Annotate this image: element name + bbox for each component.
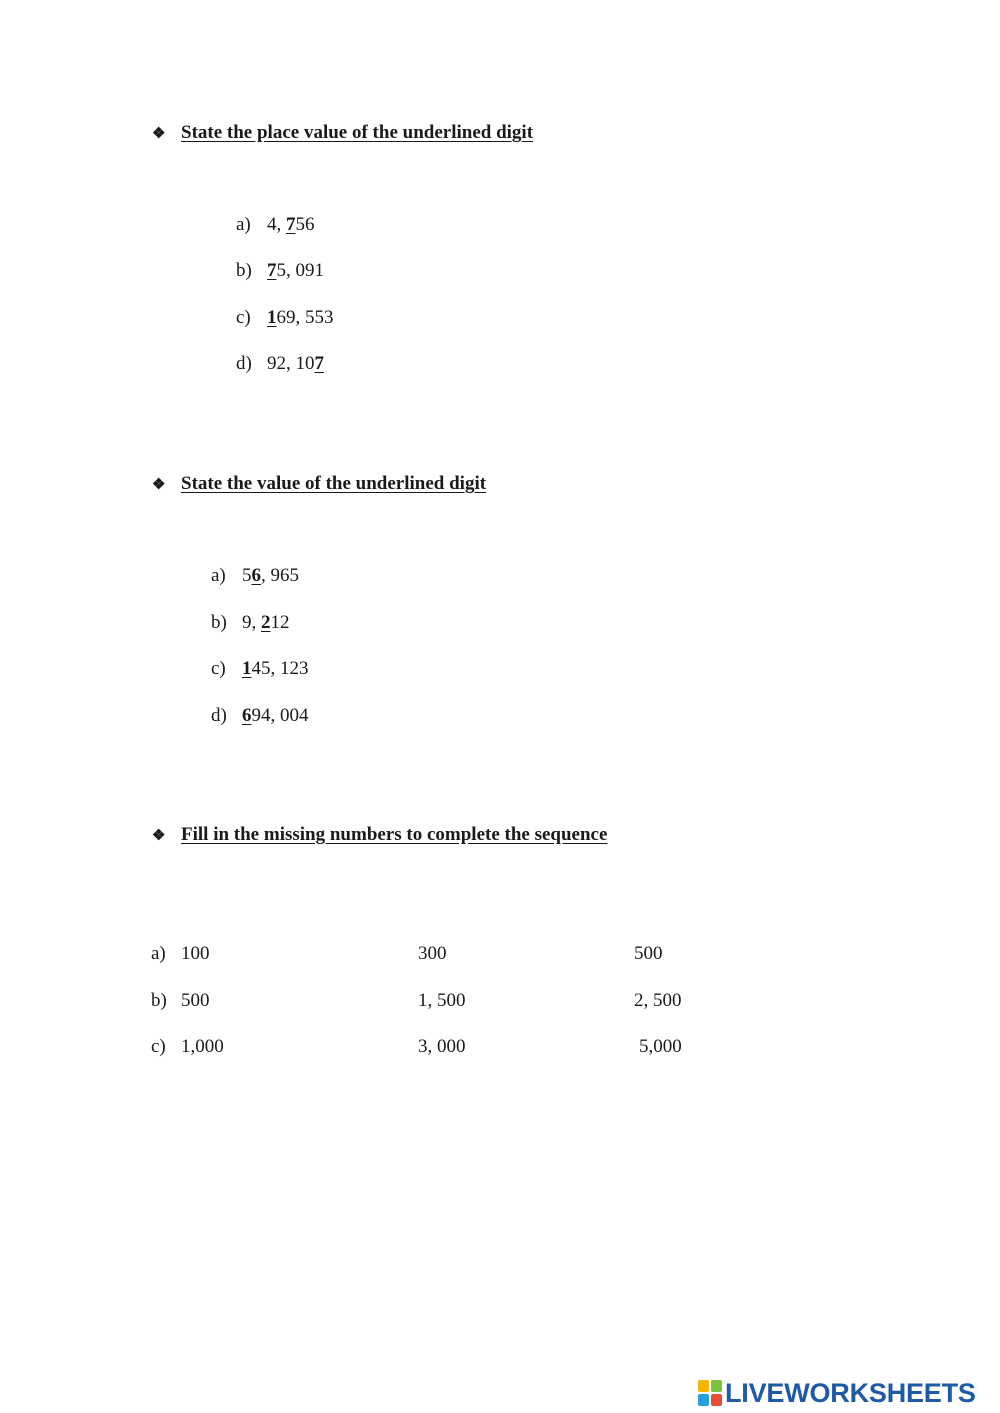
sequence-value: 1,000: [181, 1036, 224, 1057]
underlined-digit: 1: [242, 658, 252, 679]
number-suffix: 12: [270, 612, 290, 633]
list-item: [211, 611, 290, 635]
logo-square: [698, 1394, 709, 1406]
sequence-value: 500: [181, 990, 210, 1011]
row-label: b): [151, 990, 167, 1011]
sequence-value: 1, 500: [418, 990, 466, 1011]
liveworksheets-logo[interactable]: [698, 1377, 976, 1409]
logo-mark-icon: [698, 1380, 722, 1406]
sequence-value: 5,000: [639, 1036, 682, 1057]
section-3-heading: [152, 823, 607, 848]
underlined-digit: 7: [267, 260, 277, 281]
item-label: a): [236, 214, 251, 235]
number-suffix: 94, 004: [251, 705, 309, 726]
item-label: b): [236, 260, 252, 281]
row-label: c): [151, 1036, 166, 1057]
logo-square: [711, 1394, 722, 1406]
list-item: [211, 657, 309, 681]
item-label: b): [211, 612, 227, 633]
row-label: a): [151, 943, 166, 964]
sequence-row: [151, 942, 711, 966]
number-suffix: 45, 123: [251, 658, 309, 679]
sequence-value: 100: [181, 943, 210, 964]
section-3-title: Fill in the missing numbers to complete the sequence: [181, 824, 608, 845]
underlined-digit: 2: [261, 612, 271, 633]
diamond-bullet-icon: ❖: [152, 126, 166, 142]
list-item: [236, 259, 324, 283]
logo-square: [711, 1380, 722, 1392]
item-label: c): [236, 307, 251, 328]
sequence-row: [151, 989, 711, 1013]
sequence-value: 3, 000: [418, 1036, 466, 1057]
item-label: c): [211, 658, 226, 679]
item-label: d): [211, 705, 227, 726]
underlined-digit: 6: [242, 705, 252, 726]
list-item: [236, 352, 324, 376]
number-suffix: 56: [295, 214, 315, 235]
underlined-digit: 7: [286, 214, 296, 235]
number-suffix: , 965: [261, 565, 299, 586]
item-label: a): [211, 565, 226, 586]
underlined-digit: 7: [314, 353, 324, 374]
list-item: [236, 306, 334, 330]
number-prefix: 5: [242, 565, 252, 586]
logo-square: [698, 1380, 709, 1392]
underlined-digit: 6: [251, 565, 261, 586]
number-prefix: 92, 10: [267, 353, 315, 374]
section-1-heading: [152, 121, 533, 146]
underlined-digit: 1: [267, 307, 277, 328]
section-2-heading: [152, 472, 486, 497]
number-prefix: 9,: [242, 612, 261, 633]
sequence-value: 300: [418, 943, 447, 964]
list-item: [211, 704, 309, 728]
number-suffix: 69, 553: [276, 307, 334, 328]
list-item: [211, 564, 299, 588]
number-suffix: 5, 091: [276, 260, 324, 281]
logo-text: LIVEWORKSHEETS: [725, 1377, 976, 1408]
item-label: d): [236, 353, 252, 374]
sequence-value: 2, 500: [634, 990, 682, 1011]
diamond-bullet-icon: ❖: [152, 828, 166, 844]
diamond-bullet-icon: ❖: [152, 477, 166, 493]
sequence-value: 500: [634, 943, 663, 964]
number-prefix: 4,: [267, 214, 286, 235]
list-item: [236, 213, 315, 237]
sequence-row: [151, 1035, 711, 1059]
section-2-title: State the value of the underlined digit: [181, 473, 487, 494]
section-1-title: State the place value of the underlined digit: [181, 122, 534, 143]
